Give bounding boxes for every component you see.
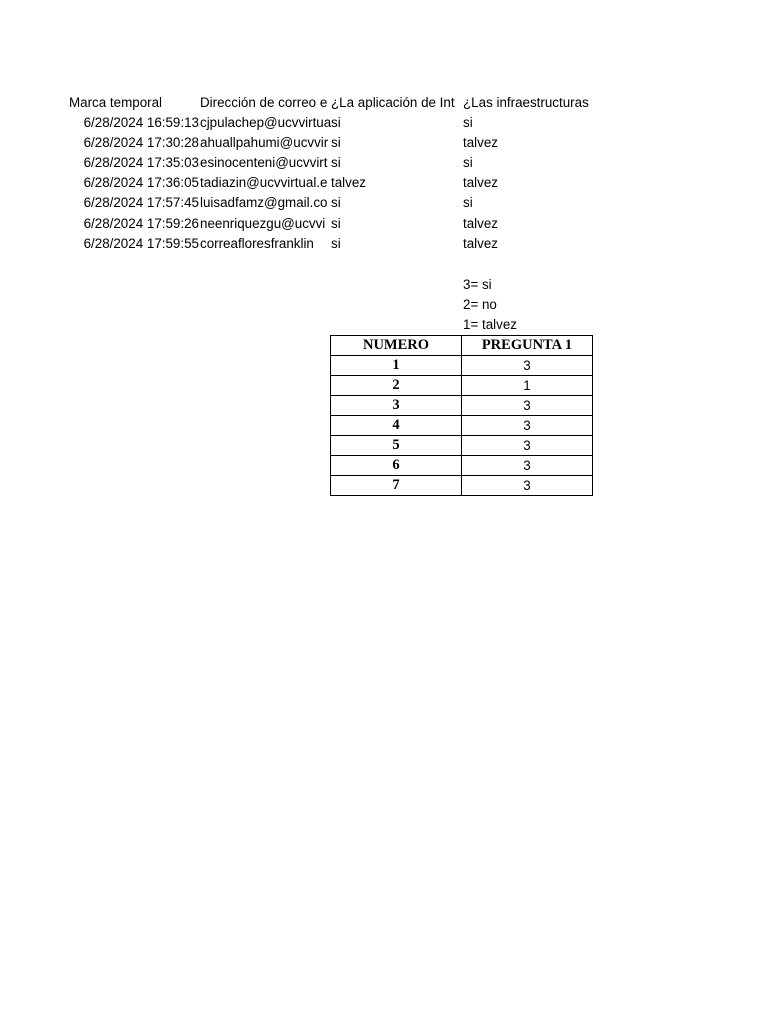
row-5-email: luisadfamz@gmail.co xyxy=(200,195,328,210)
summary-header-numero: NUMERO xyxy=(331,336,462,356)
row-6-timestamp: 6/28/2024 17:59:26 xyxy=(83,216,199,231)
summary-numero: 3 xyxy=(331,396,462,416)
table-row xyxy=(331,356,593,376)
row-7-q1: si xyxy=(331,236,341,251)
row-4-email: tadiazin@ucvvirtual.e xyxy=(200,175,328,190)
header-question-1: ¿La aplicación de Int xyxy=(331,95,455,110)
row-5-timestamp: 6/28/2024 17:57:45 xyxy=(83,195,199,210)
row-3-timestamp: 6/28/2024 17:35:03 xyxy=(83,155,199,170)
summary-pregunta-1: 1 xyxy=(462,376,593,396)
header-email: Dirección de correo e xyxy=(200,95,328,110)
row-7-timestamp: 6/28/2024 17:59:55 xyxy=(83,236,199,251)
row-4-q2: talvez xyxy=(463,175,498,190)
row-2-q2: talvez xyxy=(463,135,498,150)
summary-pregunta-1: 3 xyxy=(462,356,593,376)
row-1-q2: si xyxy=(463,115,473,130)
row-4-q1: talvez xyxy=(331,175,366,190)
row-6-email: neenriquezgu@ucvvi xyxy=(200,216,326,231)
summary-pregunta-1: 3 xyxy=(462,396,593,416)
row-1-q1: si xyxy=(331,115,341,130)
row-4-timestamp: 6/28/2024 17:36:05 xyxy=(83,175,199,190)
row-3-email: esinocenteni@ucvvirt xyxy=(200,155,328,170)
row-2-timestamp: 6/28/2024 17:30:28 xyxy=(83,135,199,150)
table-row xyxy=(331,436,593,456)
row-7-email: correafloresfranklin xyxy=(200,236,314,251)
summary-numero: 4 xyxy=(331,416,462,436)
table-row xyxy=(331,476,593,496)
row-6-q2: talvez xyxy=(463,216,498,231)
table-row xyxy=(331,416,593,436)
legend-item-1: 1= talvez xyxy=(463,317,517,332)
row-1-email: cjpulachep@ucvvirtua xyxy=(200,115,331,130)
summary-numero: 7 xyxy=(331,476,462,496)
row-3-q2: si xyxy=(463,155,473,170)
summary-numero: 6 xyxy=(331,456,462,476)
table-row xyxy=(331,396,593,416)
row-2-q1: si xyxy=(331,135,341,150)
legend-item-3: 3= si xyxy=(463,277,492,292)
row-3-q1: si xyxy=(331,155,341,170)
summary-header-row xyxy=(331,336,593,356)
legend-item-2: 2= no xyxy=(463,297,497,312)
summary-pregunta-1: 3 xyxy=(462,476,593,496)
summary-header-pregunta-1: PREGUNTA 1 xyxy=(462,336,593,356)
summary-pregunta-1: 3 xyxy=(462,416,593,436)
row-5-q1: si xyxy=(331,195,341,210)
row-2-email: ahuallpahumi@ucvvir xyxy=(200,135,329,150)
summary-numero: 5 xyxy=(331,436,462,456)
summary-pregunta-1: 3 xyxy=(462,456,593,476)
row-6-q1: si xyxy=(331,216,341,231)
summary-pregunta-1: 3 xyxy=(462,436,593,456)
row-7-q2: talvez xyxy=(463,236,498,251)
row-1-timestamp: 6/28/2024 16:59:13 xyxy=(83,115,199,130)
summary-numero: 2 xyxy=(331,376,462,396)
summary-numero: 1 xyxy=(331,356,462,376)
summary-table xyxy=(330,335,593,496)
table-row xyxy=(331,456,593,476)
header-question-2: ¿Las infraestructuras xyxy=(463,95,589,110)
header-timestamp: Marca temporal xyxy=(69,95,163,110)
row-5-q2: si xyxy=(463,195,473,210)
table-row xyxy=(331,376,593,396)
